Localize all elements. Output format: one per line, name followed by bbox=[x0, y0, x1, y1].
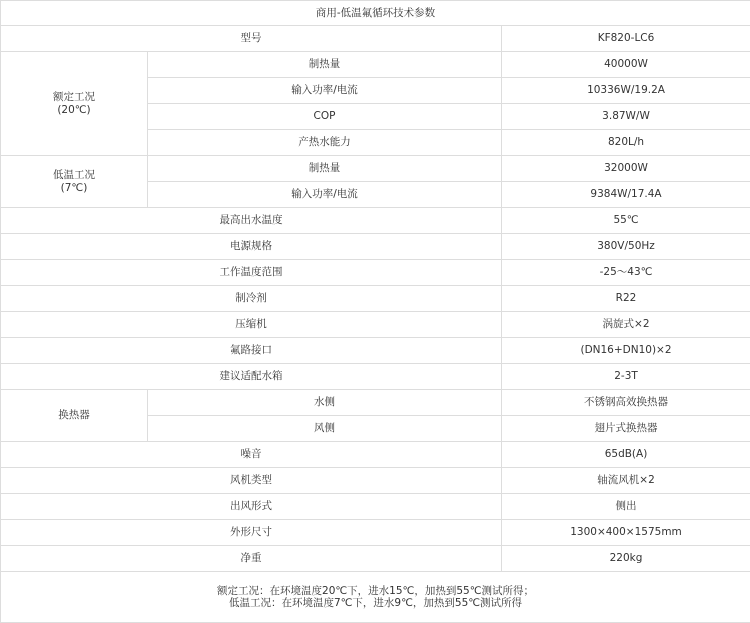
model-value: KF820-LC6 bbox=[502, 26, 750, 52]
spec-value: -25～43℃ bbox=[502, 260, 750, 286]
spec-value: 侧出 bbox=[502, 494, 750, 520]
table-row bbox=[1, 52, 750, 78]
spec-label: 水侧 bbox=[148, 390, 502, 416]
spec-label: 输入功率/电流 bbox=[148, 182, 502, 208]
spec-label: 最高出水温度 bbox=[1, 208, 502, 234]
spec-value: 820L/h bbox=[502, 130, 750, 156]
table-row bbox=[1, 156, 750, 182]
spec-value: 220kg bbox=[502, 546, 750, 572]
note-rated: 额定工况：在环境温度20℃下，进水15℃，加热到55℃测试所得； bbox=[217, 585, 534, 597]
notes-row bbox=[1, 572, 750, 623]
note-low-temp: 低温工况：在环境温度7℃下，进水9℃，加热到55℃测试所得 bbox=[229, 597, 522, 609]
table-title: 商用-低温氟循环技术参数 bbox=[1, 1, 750, 26]
spec-value: 2-3T bbox=[502, 364, 750, 390]
spec-label: 建议适配水箱 bbox=[1, 364, 502, 390]
table-row bbox=[1, 546, 750, 572]
low-temp-condition-temp: (7℃) bbox=[61, 182, 88, 194]
rated-condition-group bbox=[1, 52, 148, 156]
table-row bbox=[1, 364, 750, 390]
table-row bbox=[1, 208, 750, 234]
low-temp-condition-label: 低温工况 bbox=[53, 169, 95, 181]
table-row bbox=[1, 338, 750, 364]
table-row bbox=[1, 234, 750, 260]
spec-value: 32000W bbox=[502, 156, 750, 182]
notes-cell bbox=[1, 572, 750, 623]
spec-label: 电源规格 bbox=[1, 234, 502, 260]
spec-value: 翅片式换热器 bbox=[502, 416, 750, 442]
spec-value: 不锈钢高效换热器 bbox=[502, 390, 750, 416]
table-row bbox=[1, 286, 750, 312]
spec-value: 3.87W/W bbox=[502, 104, 750, 130]
spec-value: 10336W/19.2A bbox=[502, 78, 750, 104]
title-row bbox=[1, 1, 750, 26]
table-row bbox=[1, 390, 750, 416]
spec-value: 涡旋式×2 bbox=[502, 312, 750, 338]
spec-label: 压缩机 bbox=[1, 312, 502, 338]
table-row bbox=[1, 494, 750, 520]
spec-label: 风机类型 bbox=[1, 468, 502, 494]
spec-value: 40000W bbox=[502, 52, 750, 78]
spec-label: 风侧 bbox=[148, 416, 502, 442]
spec-value: R22 bbox=[502, 286, 750, 312]
table-row bbox=[1, 468, 750, 494]
spec-label: 输入功率/电流 bbox=[148, 78, 502, 104]
spec-label: 制热量 bbox=[148, 156, 502, 182]
exchanger-group-label: 换热器 bbox=[1, 390, 148, 442]
spec-value: 9384W/17.4A bbox=[502, 182, 750, 208]
low-temp-condition-group bbox=[1, 156, 148, 208]
spec-value: 65dB(A) bbox=[502, 442, 750, 468]
spec-label: 制冷剂 bbox=[1, 286, 502, 312]
spec-value: 轴流风机×2 bbox=[502, 468, 750, 494]
rated-condition-temp: (20℃) bbox=[57, 104, 90, 116]
model-label: 型号 bbox=[1, 26, 502, 52]
table-row bbox=[1, 260, 750, 286]
model-row bbox=[1, 26, 750, 52]
spec-value: (DN16+DN10)×2 bbox=[502, 338, 750, 364]
spec-value: 55℃ bbox=[502, 208, 750, 234]
spec-label: 氟路接口 bbox=[1, 338, 502, 364]
spec-value: 380V/50Hz bbox=[502, 234, 750, 260]
table-row bbox=[1, 520, 750, 546]
spec-label: 产热水能力 bbox=[148, 130, 502, 156]
spec-label: 制热量 bbox=[148, 52, 502, 78]
spec-label: 外形尺寸 bbox=[1, 520, 502, 546]
spec-label: 出风形式 bbox=[1, 494, 502, 520]
spec-label: COP bbox=[148, 104, 502, 130]
spec-label: 噪音 bbox=[1, 442, 502, 468]
rated-condition-label: 额定工况 bbox=[53, 91, 95, 103]
table-row bbox=[1, 312, 750, 338]
spec-label: 净重 bbox=[1, 546, 502, 572]
spec-label: 工作温度范围 bbox=[1, 260, 502, 286]
table-row bbox=[1, 442, 750, 468]
spec-value: 1300×400×1575mm bbox=[502, 520, 750, 546]
